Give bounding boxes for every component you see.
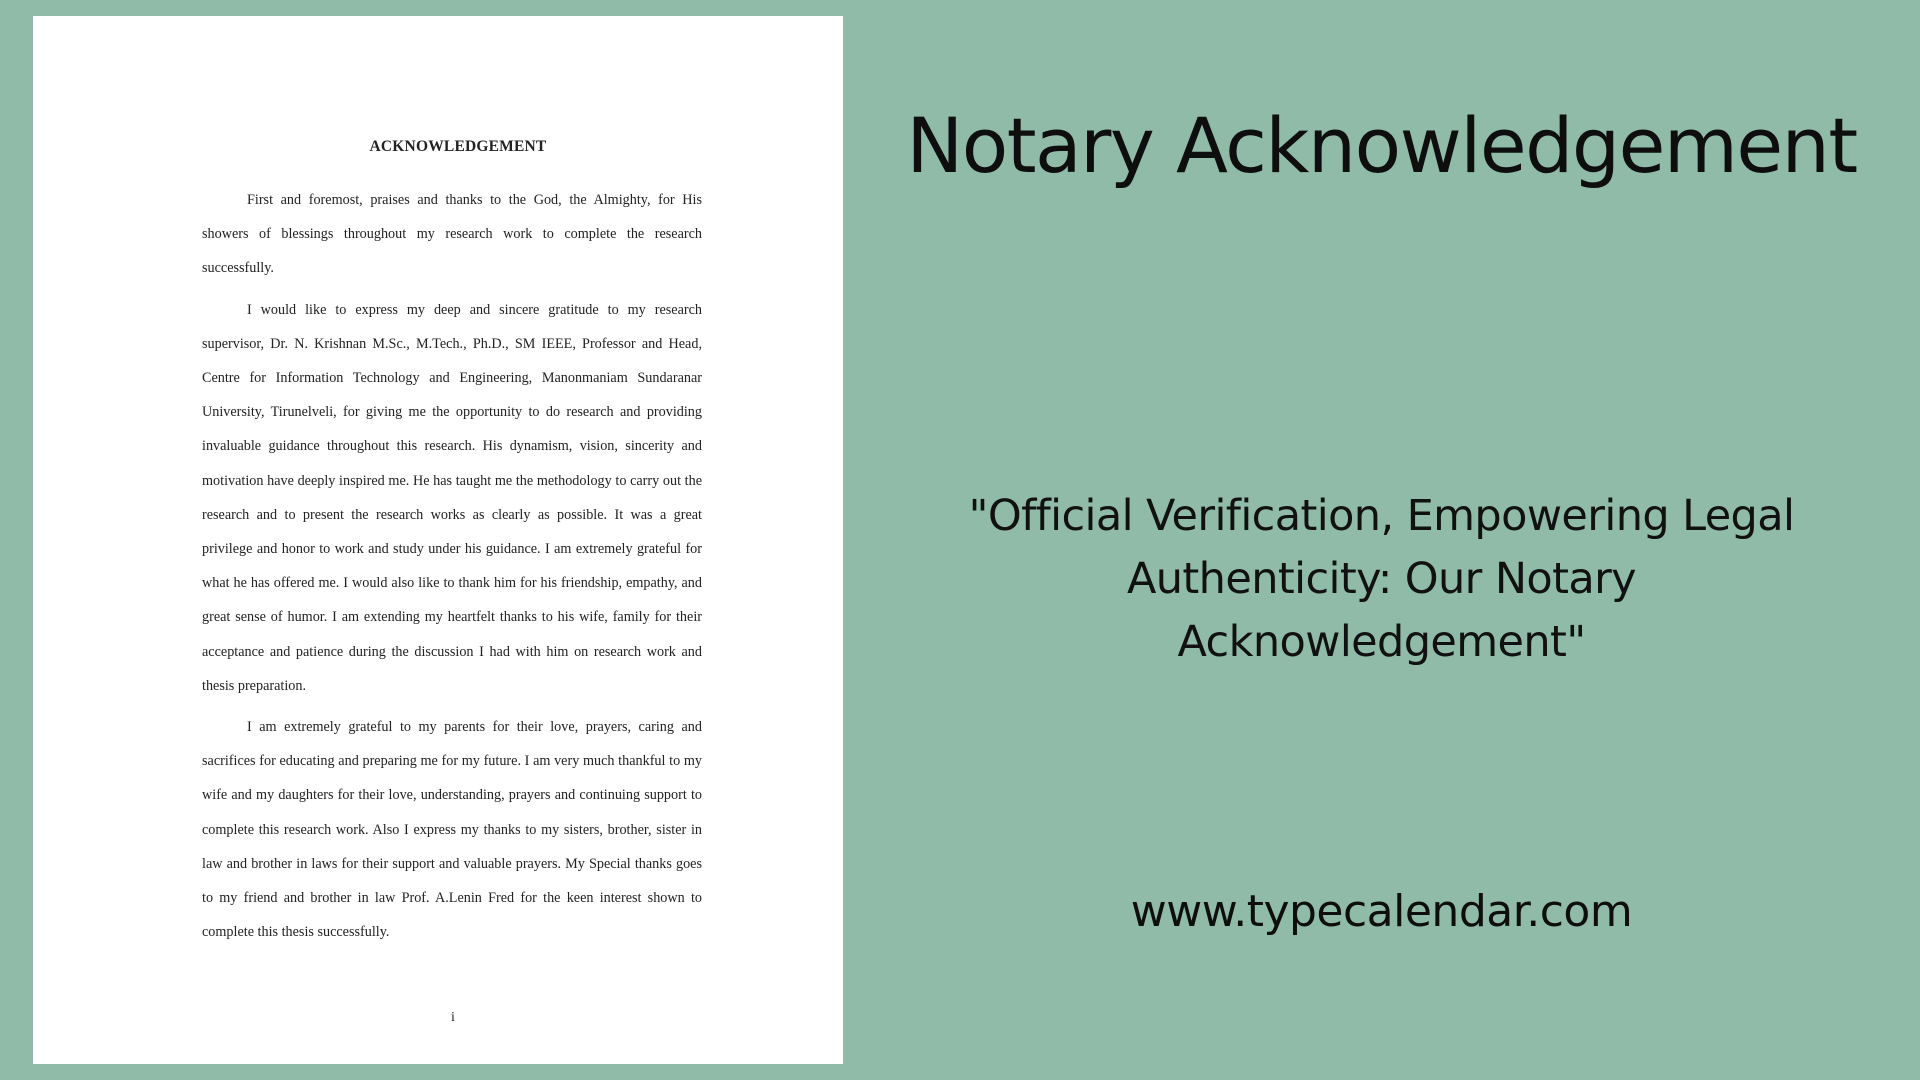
document-heading: ACKNOWLEDGEMENT <box>369 138 547 155</box>
document-preview <box>33 16 843 1064</box>
document-paragraph: First and foremost, praises and thanks to the God, the Almighty, for His showers of blessings throughout my research work to complete the research successfully. <box>202 192 702 277</box>
document-paragraph: I am extremely grateful to my parents for their love, prayers, caring and sacrifices for educating and preparing me for my future. I am very much thankful to my wife and my daughters for their love, understanding, prayers and continuing support to complete this research work. Also I express my thanks to my sisters, brother, sister in law and brother in laws for their support and valuable prayers. My Special thanks goes to my friend and brother in law Prof. A.Lenin Fred for the keen interest shown to complete this thesis successfully. <box>202 719 702 941</box>
page-number: i <box>451 1010 455 1025</box>
website-url: www.typecalendar.com <box>1130 886 1633 937</box>
document-paragraph: I would like to express my deep and sincere gratitude to my research supervisor, Dr. N. Krishnan M.Sc., M.Tech., Ph.D., SM IEEE, Professor and Head, Centre for Information Technology and Engineering, Manonmaniam Sundaranar University, Tirunelveli, for giving me the opportunity to do research and providing invaluable guidance throughout this research. His dynamism, vision, sincerity and motivation have deeply inspired me. He has taught me the methodology to carry out the research and to present the research works as clearly as possible. It was a great privilege and honor to work and study under his guidance. I am extremely grateful for what he has offered me. I would also like to thank him for his friendship, empathy, and great sense of humor. I am extending my heartfelt thanks to his wife, family for their acceptance and patience during the discussion I had with him on research work and thesis preparation. <box>202 301 702 694</box>
banner-tagline: "Official Verification, Empowering Legal Authenticity: Our Notary Acknowledgement" <box>968 491 1795 667</box>
banner-title: Notary Acknowledgement <box>906 101 1857 190</box>
document-body <box>202 183 702 956</box>
